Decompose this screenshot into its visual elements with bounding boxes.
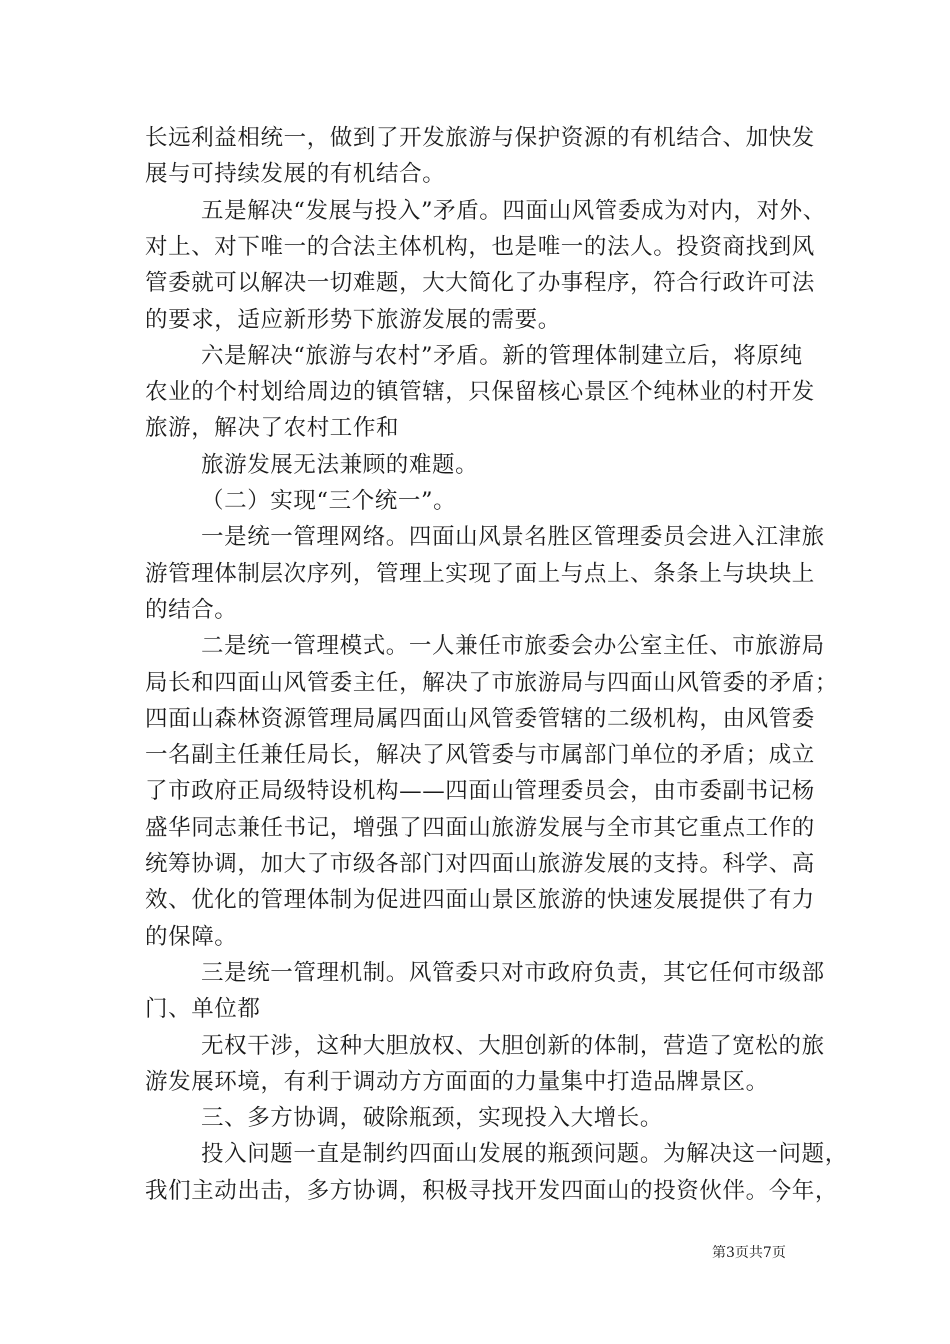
text-line: 我们主动出击，多方协调，积极寻找开发四面山的投资伙伴。今年， xyxy=(145,1177,839,1204)
text-line: 的结合。 xyxy=(145,596,238,623)
text-line: 展与可持续发展的有机结合。 xyxy=(145,161,446,188)
text-line: 了市政府正局级特设机构——四面山管理委员会，由市委副书记杨 xyxy=(145,778,815,805)
text-line: 一名副主任兼任局长，解决了风管委与市属部门单位的矛盾；成立 xyxy=(145,742,815,769)
text-line: 长远利益相统一，做到了开发旅游与保护资源的有机结合、加快发 xyxy=(145,125,815,151)
text-line: 农业的个村划给周边的镇管辖，只保留核心景区个纯林业的村开发 xyxy=(145,379,815,406)
text-line: 旅游发展无法兼顾的难题。 xyxy=(201,451,479,478)
text-line: 五是解决“发展与投入”矛盾。四面山风管委成为对内，对外、 xyxy=(201,197,826,224)
page-number-footer: 第3页共7页 xyxy=(712,1245,786,1261)
text-line: 游管理体制层次序列，管理上实现了面上与点上、条条上与块块上 xyxy=(145,560,815,587)
text-line: 门、单位都 xyxy=(145,996,261,1023)
text-line: 无权干涉，这种大胆放权、大胆创新的体制，营造了宽松的旅 xyxy=(201,1032,825,1059)
text-line: 统筹协调，加大了市级各部门对四面山旅游发展的支持。科学、高 xyxy=(145,851,815,877)
text-line: 三、多方协调，破除瓶颈，实现投入大增长。 xyxy=(201,1105,664,1132)
text-line: 一是统一管理网络。四面山风景名胜区管理委员会进入江津旅 xyxy=(201,524,825,551)
text-line: 投入问题一直是制约四面山发展的瓶颈问题。为解决这一问题， xyxy=(201,1141,848,1168)
text-line: 盛华同志兼任书记，增强了四面山旅游发展与全市其它重点工作的 xyxy=(145,814,815,841)
text-line: 的保障。 xyxy=(145,923,238,950)
text-line: 效、优化的管理体制为促进四面山景区旅游的快速发展提供了有力 xyxy=(145,887,815,914)
text-line: 四面山森林资源管理局属四面山风管委管辖的二级机构，由风管委 xyxy=(145,705,815,732)
text-line: 三是统一管理机制。风管委只对市政府负责，其它任何市级部 xyxy=(201,959,825,986)
text-line: （二）实现“三个统一”。 xyxy=(201,488,457,514)
text-line: 旅游，解决了农村工作和 xyxy=(145,415,400,442)
text-line: 六是解决“旅游与农村”矛盾。新的管理体制建立后，将原纯 xyxy=(201,342,803,369)
text-line: 二是统一管理模式。一人兼任市旅委会办公室主任、市旅游局 xyxy=(201,633,825,660)
text-line: 游发展环境，有利于调动方方面面的力量集中打造品牌景区。 xyxy=(145,1068,769,1095)
text-line: 的要求，适应新形势下旅游发展的需要。 xyxy=(145,306,561,333)
text-line: 对上、对下唯一的合法主体机构，也是唯一的法人。投资商找到风 xyxy=(145,233,815,260)
text-line: 管委就可以解决一切难题，大大简化了办事程序，符合行政许可法 xyxy=(145,270,815,297)
text-line: 局长和四面山风管委主任，解决了市旅游局与四面山风管委的矛盾； xyxy=(145,669,839,696)
